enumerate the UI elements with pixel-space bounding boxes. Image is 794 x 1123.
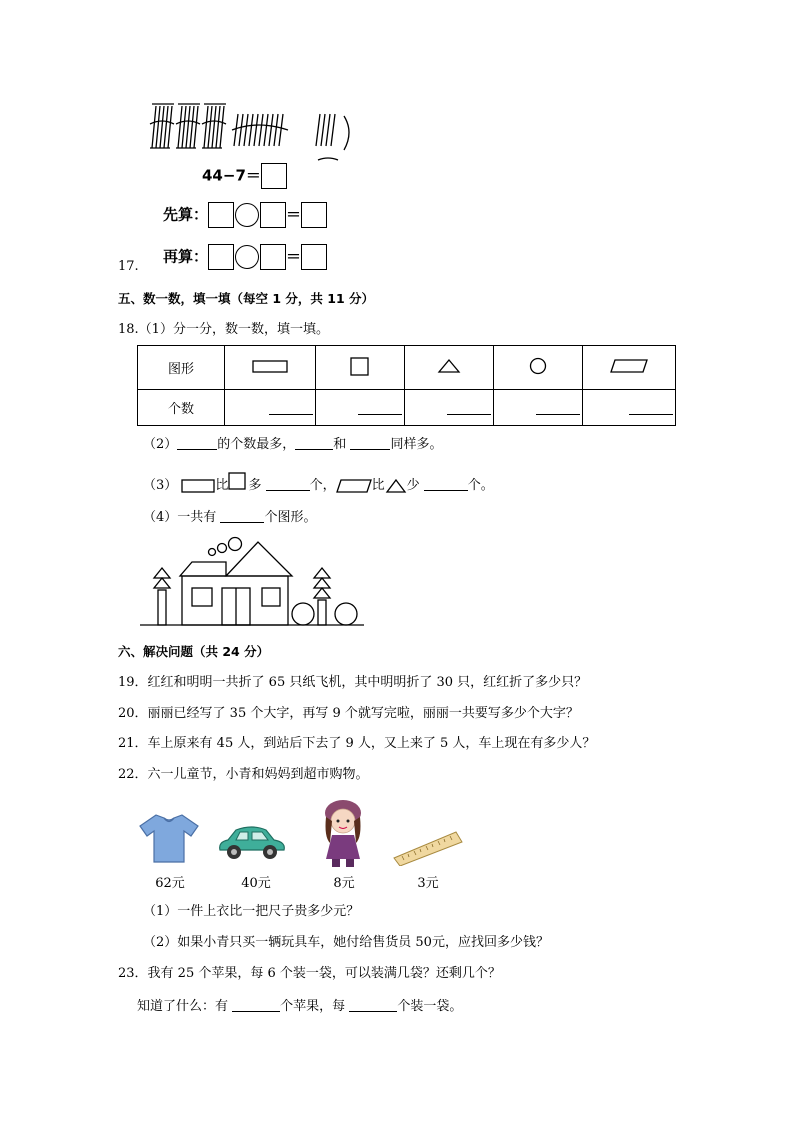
q17-first-step [163, 202, 327, 228]
answer-box[interactable] [208, 202, 234, 228]
text-segment: 一共有 [177, 510, 217, 525]
answer-box[interactable] [261, 163, 287, 189]
count-blank[interactable] [629, 414, 673, 415]
answer-blank[interactable] [350, 435, 390, 450]
text-segment: 少 [406, 478, 420, 493]
count-cell[interactable] [225, 390, 316, 426]
operator-circle[interactable] [235, 203, 259, 227]
table-shape-cell [405, 346, 494, 390]
bundle-2 [176, 104, 200, 148]
count-cell[interactable] [583, 390, 676, 426]
count-blank[interactable] [536, 414, 580, 415]
square-icon [228, 471, 248, 491]
rectangle-icon [252, 358, 288, 374]
answer-blank[interactable] [232, 997, 280, 1012]
bundle-1 [150, 104, 174, 148]
ruler-icon [392, 826, 464, 866]
q20-text: 20．丽丽已经写了 35 个大字，再写 9 个就写完啦，丽丽一共要写多少个大字？ [118, 706, 579, 721]
count-blank[interactable] [447, 414, 491, 415]
q17-equation-text: 44−7＝ [202, 166, 261, 185]
section6-heading: 六、解决问题（共 24 分） [118, 644, 270, 659]
text-segment: 知道了什么：有 [137, 999, 229, 1014]
q18-part2 [143, 435, 442, 454]
sticks-bundle-figure [148, 98, 364, 164]
q23-text: 23．我有 25 个苹果，每 6 个装一袋，可以装满几袋？还剩几个？ [118, 966, 501, 981]
first-calc-label: 先算： [163, 205, 209, 224]
shape-count-table [137, 345, 676, 426]
answer-blank[interactable] [220, 508, 264, 523]
answer-box[interactable] [301, 202, 327, 228]
table-shape-cell [494, 346, 583, 390]
table-row2-header: 个数 [138, 390, 225, 426]
answer-box[interactable] [260, 244, 286, 270]
count-cell[interactable] [316, 390, 405, 426]
q17-number: 17. [118, 259, 139, 274]
answer-box[interactable] [208, 244, 234, 270]
q23-known [137, 997, 462, 1016]
table-shape-cell [583, 346, 676, 390]
house-shapes-figure [140, 536, 366, 630]
count-cell[interactable] [494, 390, 583, 426]
then-calc-label: 再算： [163, 247, 209, 266]
parallelogram-icon [336, 478, 372, 494]
table-row1-header: 图形 [138, 346, 225, 390]
text-segment: 同样多。 [390, 437, 443, 452]
shirt-icon [138, 812, 200, 864]
table-shape-cell [225, 346, 316, 390]
part-number: （3） [143, 478, 178, 493]
parallelogram-icon [609, 357, 649, 375]
q22-sub2: （2）如果小青只买一辆玩具车，她付给售货员 50元，应找回多少钱？ [143, 935, 549, 950]
circle-icon [528, 356, 548, 376]
equals-sign: ＝ [286, 247, 302, 266]
text-segment: 个， [309, 478, 336, 493]
q18-part4 [143, 508, 316, 527]
answer-blank[interactable] [177, 435, 217, 450]
q22-text: 22．六一儿童节，小青和妈妈到超市购物。 [118, 767, 369, 782]
text-segment: 多 [248, 478, 262, 493]
price-ruler: 3元 [417, 876, 439, 891]
triangle-icon [385, 478, 407, 494]
triangle-icon [437, 357, 461, 375]
text-segment: 个装一袋。 [397, 999, 463, 1014]
q18-intro: 18.（1）分一分，数一数，填一填。 [118, 322, 329, 337]
operator-circle[interactable] [235, 245, 259, 269]
section5-heading: 五、数一数，填一填（每空 1 分，共 11 分） [118, 291, 375, 306]
q19-text: 19．红红和明明一共折了 65 只纸飞机，其中明明折了 30 只，红红折了多少只？ [118, 675, 588, 690]
part-number: （2） [143, 437, 178, 452]
text-segment: 和 [333, 437, 347, 452]
answer-box[interactable] [260, 202, 286, 228]
text-segment: 比 [371, 478, 385, 493]
count-blank[interactable] [269, 414, 313, 415]
toy-car-icon [214, 822, 290, 862]
answer-blank[interactable] [424, 476, 468, 491]
text-segment: 个图形。 [264, 510, 317, 525]
q22-sub1: （1）一件上衣比一把尺子贵多少元？ [143, 904, 360, 919]
q17-equation [202, 163, 287, 189]
count-cell[interactable] [405, 390, 494, 426]
answer-blank[interactable] [266, 476, 310, 491]
answer-blank[interactable] [349, 997, 397, 1012]
q21-text: 21．车上原来有 45 人，到站后下去了 9 人，又上来了 5 人，车上现在有多少人？ [118, 736, 596, 751]
text-segment: 个苹果，每 [280, 999, 346, 1014]
price-car: 40元 [241, 876, 271, 891]
text-segment: 比 [215, 478, 229, 493]
square-icon [349, 355, 371, 377]
answer-blank[interactable] [295, 435, 333, 450]
price-shirt: 62元 [155, 876, 185, 891]
text-segment: 个。 [467, 478, 494, 493]
text-segment: 的个数最多， [217, 437, 296, 452]
q18-part3 [143, 471, 494, 497]
bundle-3 [202, 104, 226, 148]
q17-second-step [163, 244, 327, 270]
doll-icon [316, 797, 370, 869]
answer-box[interactable] [301, 244, 327, 270]
part-number: （4） [143, 510, 178, 525]
rectangle-icon [181, 478, 215, 494]
count-blank[interactable] [358, 414, 402, 415]
price-doll: 8元 [333, 876, 355, 891]
equals-sign: ＝ [286, 205, 302, 224]
table-shape-cell [316, 346, 405, 390]
